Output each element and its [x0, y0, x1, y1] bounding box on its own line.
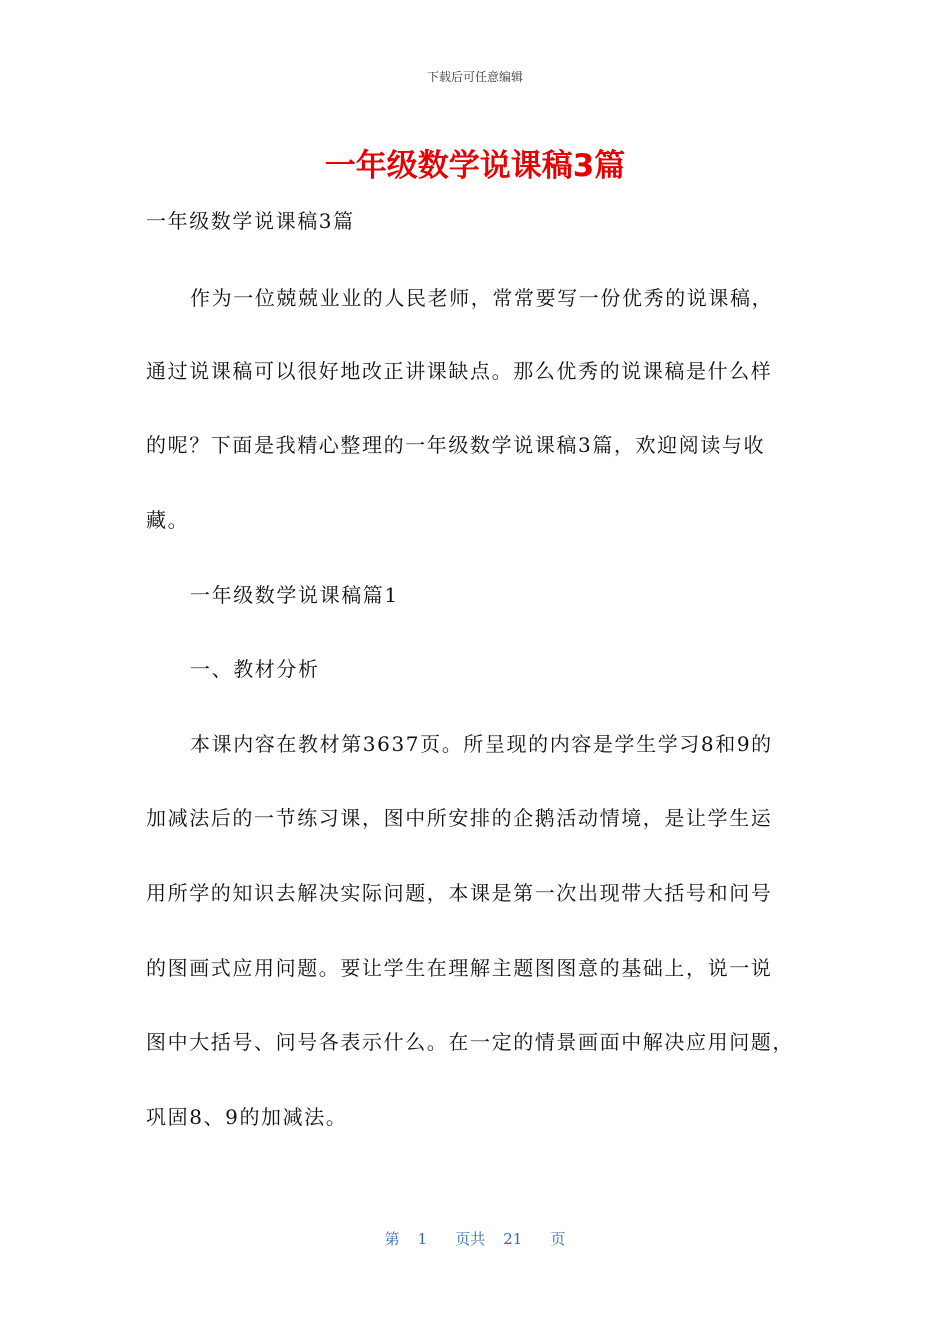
- header-note: 下载后可任意编辑: [426, 70, 523, 84]
- body-line-6: 巩固8、9的加减法。: [146, 1105, 348, 1129]
- body-line-2: 加减法后的一节练习课，图中所安排的企鹅活动情境，是让学生运: [146, 806, 773, 830]
- body-line-3: 用所学的知识去解决实际问题，本课是第一次出现带大括号和问号: [146, 881, 773, 905]
- footer-prefix: 第: [384, 1230, 400, 1248]
- intro-line-4: 藏。: [146, 508, 190, 532]
- document-title: 一年级数学说课稿3篇: [324, 148, 626, 184]
- body-line-4: 的图画式应用问题。要让学生在理解主题图图意的基础上，说一说: [146, 956, 773, 980]
- intro-line-2: 通过说课稿可以很好地改正讲课缺点。那么优秀的说课稿是什么样: [146, 359, 773, 383]
- footer-middle: 页共: [455, 1230, 486, 1248]
- body-line-1: 本课内容在教材第3637页。所呈现的内容是学生学习8和9的: [190, 732, 773, 756]
- section-heading: 一年级数学说课稿篇1: [190, 583, 399, 607]
- document-subtitle: 一年级数学说课稿3篇: [146, 209, 355, 233]
- page-footer: [0, 1228, 950, 1249]
- body-line-5: 图中大括号、问号各表示什么。在一定的情景画面中解决应用问题，: [146, 1030, 794, 1054]
- subsection-heading: 一、教材分析: [190, 657, 320, 681]
- footer-page-number: 1: [417, 1230, 428, 1248]
- intro-line-3: 的呢？下面是我精心整理的一年级数学说课稿3篇，欢迎阅读与收: [146, 433, 766, 457]
- footer-total-pages: 21: [503, 1230, 523, 1248]
- intro-line-1: 作为一位兢兢业业的人民老师，常常要写一份优秀的说课稿，: [190, 286, 774, 310]
- footer-suffix: 页: [550, 1230, 566, 1248]
